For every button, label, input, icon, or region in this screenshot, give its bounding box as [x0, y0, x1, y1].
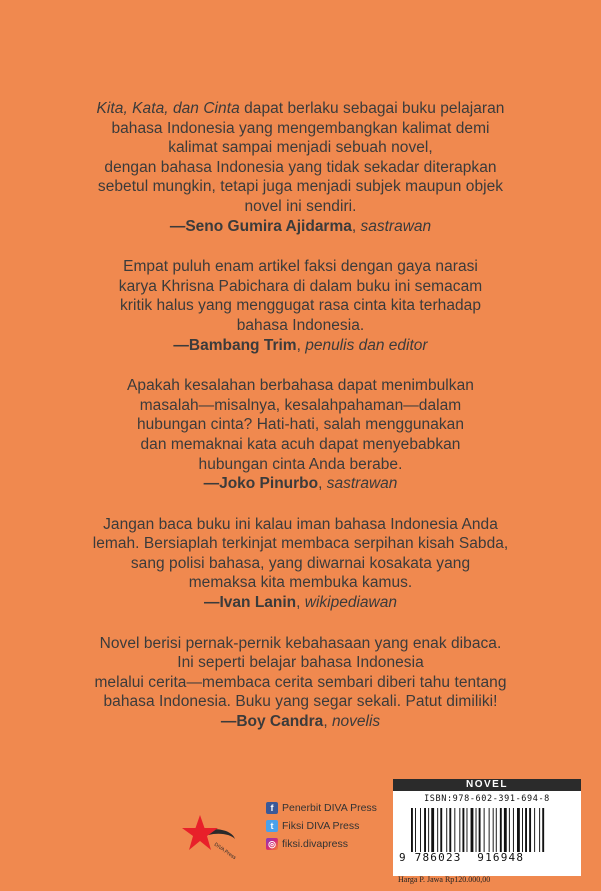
quote-line: kritik halus yang menggugat rasa cinta kita terhadap — [119, 297, 482, 315]
quote-line: bahasa Indonesia. Buku yang segar sekali. Patut dimiliki! — [103, 693, 498, 711]
logo-text: DIVA Press — [212, 841, 237, 862]
diva-press-logo — [180, 795, 240, 875]
quote-attribution: —Joko Pinurbo, sastrawan — [203, 475, 398, 493]
endorsements — [0, 99, 601, 753]
quote-line: Novel berisi pernak-pernik kebahasaan yang enak dibaca. — [99, 634, 502, 652]
quote-bambang — [0, 257, 601, 355]
quote-line: novel ini sendiri. — [244, 197, 357, 215]
instagram-icon: ◎ — [266, 838, 278, 850]
quote-attribution: —Bambang Trim, penulis dan editor — [173, 336, 428, 354]
quote-line: hubungan cinta? Hati-hati, salah menggunakan — [136, 416, 465, 434]
quote-attribution: —Ivan Lanin, wikipediawan — [204, 594, 397, 612]
quote-line: kalimat sampai menjadi sebuah novel, — [168, 139, 433, 157]
facebook-link[interactable]: f Penerbit DIVA Press — [266, 799, 377, 817]
twitter-link[interactable]: t Fiksi DIVA Press — [266, 817, 377, 835]
quote-line: memaksa kita membuka kamus. — [188, 574, 413, 592]
quote-line: bahasa Indonesia yang mengembangkan kalimat demi — [111, 119, 490, 137]
barcode-digits: 9 786023 916948 — [399, 851, 525, 864]
quote-line: hubungan cinta Anda berabe. — [198, 455, 403, 473]
quote-line: Ini seperti belajar bahasa Indonesia — [177, 654, 424, 672]
quote-line: sebetul mungkin, tetapi juga menjadi subjek maupun objek — [97, 178, 504, 196]
quote-line: dengan bahasa Indonesia yang tidak sekadar diterapkan — [104, 158, 497, 176]
instagram-link[interactable]: ◎ fiksi.divapress — [266, 835, 377, 853]
quote-line: masalah—misalnya, kesalahpahaman—dalam — [139, 396, 462, 414]
barcode-panel — [393, 779, 581, 876]
isbn-label: ISBN:978-602-391-694-8 — [424, 794, 550, 804]
social-links — [266, 799, 377, 853]
twitter-icon: t — [266, 820, 278, 832]
quote-attribution: —Boy Candra, novelis — [220, 713, 381, 731]
category-label: NOVEL — [393, 779, 581, 791]
quote-attribution: —Seno Gumira Ajidarma, sastrawan — [169, 217, 432, 235]
quote-line: sang polisi bahasa, yang diwarnai kosakata yang — [130, 554, 471, 572]
quote-line: Empat puluh enam artikel faksi dengan gaya narasi — [123, 258, 478, 276]
quote-seno: Kita, Kata, dan Cinta dapat berlaku sebagai buku pelajaran bahasa Indonesia yang mengembangkan kalimat demi kalimat sampai menjadi sebuah novel, dengan bahasa Indonesia yang tidak sekadar diterapkan sebetul mungkin, tetapi juga menjadi subjek maupun objek novel ini sendiri. —Seno Gumira Ajidarma, sastrawan — [0, 99, 601, 236]
quote-boy — [0, 634, 601, 732]
book-title: Kita, Kata, dan Cinta — [96, 100, 240, 117]
quote-line: lemah. Bersiaplah terkinjat membaca serpihan kisah Sabda, — [92, 535, 509, 553]
quote-ivan — [0, 515, 601, 613]
quote-line: bahasa Indonesia. — [236, 316, 365, 334]
quote-line: karya Khrisna Pabichara di dalam buku ini semacam — [118, 277, 483, 295]
quote-line: Apakah kesalahan berbahasa dapat menimbulkan — [127, 377, 474, 395]
quote-line: dan memaknai kata acuh dapat menyebabkan — [140, 435, 461, 453]
quote-joko — [0, 376, 601, 494]
barcode-icon — [409, 808, 569, 852]
facebook-icon: f — [266, 802, 278, 814]
quote-line: Jangan baca buku ini kalau iman bahasa Indonesia Anda — [103, 515, 498, 533]
quote-line: melalui cerita—membaca cerita sembari diberi tahu tentang — [94, 673, 507, 691]
